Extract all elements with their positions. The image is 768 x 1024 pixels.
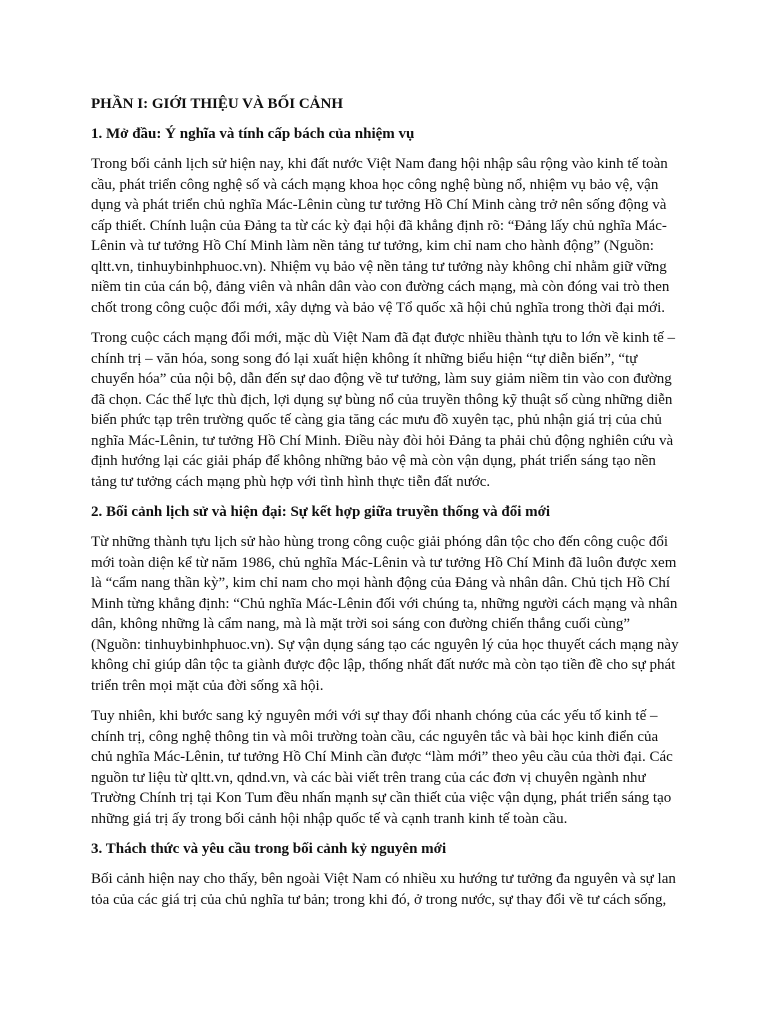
paragraph: Trong cuộc cách mạng đổi mới, mặc dù Việt Nam đã đạt được nhiều thành tựu to lớn về kinh tế – chính trị – văn hóa, song song đó lại xuất hiện không ít những biểu hiện “tự diễn biến”, “tự chuyển hóa” của nội bộ, dẫn đến sự dao động về tư tưởng, làm suy giảm niềm tin vào con đường đã chọn. Các thế lực thù địch, lợi dụng sự bùng nổ của truyền thông kỹ thuật số cùng những diễn biến phức tạp trên trường quốc tế càng gia tăng các mưu đồ xuyên tạc, phủ nhận giá trị của chủ nghĩa Mác-Lênin, tư tưởng Hồ Chí Minh. Điều này đòi hỏi Đảng ta phải chủ động nghiên cứu và định hướng lại các giải pháp để không những bảo vệ mà còn vận dụng, phát triển sáng tạo nền tảng tư tưởng cách mạng phù hợp với tình hình thực tiễn đất nước. [91,330,676,490]
paragraph: Tuy nhiên, khi bước sang kỷ nguyên mới với sự thay đổi nhanh chóng của các yếu tố kinh tế – chính trị, công nghệ thông tin và môi trường toàn cầu, các nguyên tắc và bài học kinh điển của chủ nghĩa Mác-Lênin, tư tưởng Hồ Chí Minh cần được “làm mới” theo yêu cầu của thời đại. Các nguồn tư liệu từ qltt.vn, qdnd.vn, và các bài viết trên trang của các đơn vị chuyên ngành như Trường Chính trị tại Kon Tum đều nhấn mạnh sự cần thiết của việc vận dụng, phát triển sáng tạo những giá trị ấy trong bối cảnh hội nhập quốc tế và cạnh tranh kinh tế toàn cầu. [91,708,673,827]
part-title: PHẦN I: GIỚI THIỆU VÀ BỐI CẢNH [91,96,343,112]
paragraph: Trong bối cảnh lịch sử hiện nay, khi đất nước Việt Nam đang hội nhập sâu rộng vào kinh tế toàn cầu, phát triển công nghệ số và cách mạng khoa học công nghệ bùng nổ, nhiệm vụ bảo vệ, vận dụng và phát triển chủ nghĩa Mác-Lênin cùng tư tưởng Hồ Chí Minh càng trở nên sống động và cấp thiết. Chính luận của Đảng ta từ các kỳ đại hội đã khẳng định rõ: “Đảng lấy chủ nghĩa Mác-Lênin và tư tưởng Hồ Chí Minh làm nền tảng tư tưởng, kim chỉ nam cho hành động” (Nguồn: qltt.vn, tinhuybinhphuoc.vn). Nhiệm vụ bảo vệ nền tảng tư tưởng này không chỉ nhằm giữ vững niềm tin của cán bộ, đảng viên và nhân dân vào con đường cách mạng, mà còn đóng vai trò then chốt trong công cuộc đổi mới, xây dựng và bảo vệ Tổ quốc xã hội chủ nghĩa trong thời đại mới. [91,156,670,316]
paragraph: Từ những thành tựu lịch sử hào hùng trong công cuộc giải phóng dân tộc cho đến công cuộc đổi mới toàn diện kể từ năm 1986, chủ nghĩa Mác-Lênin và tư tưởng Hồ Chí Minh đã luôn được xem là “cẩm nang thần kỳ”, kim chỉ nam cho mọi hành động của Đảng và nhân dân. Chủ tịch Hồ Chí Minh từng khẳng định: “Chủ nghĩa Mác-Lênin đối với chúng ta, những người cách mạng và nhân dân, không những là cẩm nang, mà là mặt trời soi sáng con đường chiến thắng cuối cùng” (Nguồn: tinhuybinhphuoc.vn). Sự vận dụng sáng tạo các nguyên lý của học thuyết cách mạng này không chỉ giúp dân tộc ta giành được độc lập, thống nhất đất nước mà còn tạo tiền đề cho sự phát triển trên mọi mặt của đời sống xã hội. [91,534,679,694]
section-heading-1: 1. Mở đầu: Ý nghĩa và tính cấp bách của nhiệm vụ [91,126,415,142]
section-heading-3: 3. Thách thức và yêu cầu trong bối cảnh kỷ nguyên mới [91,841,447,857]
paragraph: Bối cảnh hiện nay cho thấy, bên ngoài Việt Nam có nhiều xu hướng tư tưởng đa nguyên và sự lan tỏa của các giá trị của chủ nghĩa tư bản; trong khi đó, ở trong nước, sự thay đổi về tư cách sống, [91,871,676,908]
section-heading-2: 2. Bối cảnh lịch sử và hiện đại: Sự kết hợp giữa truyền thống và đổi mới [91,504,551,520]
